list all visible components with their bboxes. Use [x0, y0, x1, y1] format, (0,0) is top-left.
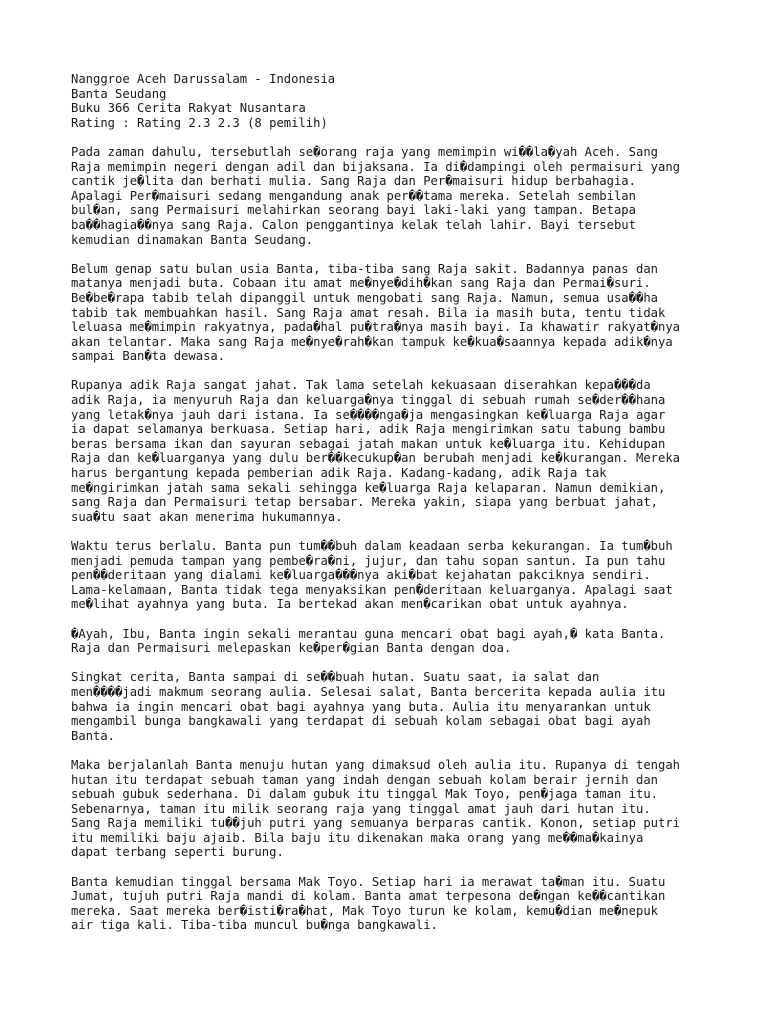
document-page — [71, 72, 711, 948]
book-line: Buku 366 Cerita Rakyat Nusantara — [71, 101, 306, 116]
document-header — [71, 72, 711, 130]
region-line: Nanggroe Aceh Darussalam - Indonesia — [71, 72, 336, 86]
paragraph-4: Waktu terus berlalu. Banta pun tum��buh dalam keadaan serba kekurangan. Ia tum�buh menjadi pemuda tampan yang pembe�ra�ni, jujur, dan tahu sopan santun. Ia pun tahu pen��deritaan yang dialami ke�luarga���nya aki�bat kejahatan pakciknya sendiri. Lama-kelamaan, Banta tidak tega menyaksikan pen�deritaan keluarganya. Apalagi saat me�lihat ayahnya yang buta. Ia bertekad akan men�carikan obat untuk ayahnya. — [71, 539, 673, 612]
rating-line: Rating : Rating 2.3 2.3 (8 pemilih) — [71, 115, 328, 130]
paragraph-7: Maka berjalanlah Banta menuju hutan yang dimaksud oleh aulia itu. Rupanya di tengah hutan itu terdapat sebuah taman yang indah dengan sebuah kolam berair jernih dan sebuah gubuk sederhana. Di dalam gubuk itu tinggal Mak Toyo, pen�jaga taman itu. Sebenarnya, taman itu milik seorang raja yang tinggal amat jauh dari hutan itu. Sang Raja memiliki tu��juh putri yang semuanya berparas cantik. Konon, setiap putri itu memiliki baju ajaib. Bila baju itu dikenakan maka orang yang me��ma�kainya dapat terbang seperti burung. — [71, 757, 681, 860]
paragraph-8: Banta kemudian tinggal bersama Mak Toyo. Setiap hari ia merawat ta�man itu. Suatu Jumat, tujuh putri Raja mandi di kolam. Banta amat terpesona de�ngan ke��cantikan mereka. Saat mereka ber�isti�ra�hat, Mak Toyo turun ke kolam, kemu�dian me�nepuk air tiga kali. Tiba-tiba muncul bu�nga bangkawali. — [71, 874, 666, 933]
paragraph-5: �Ayah, Ibu, Banta ingin sekali merantau guna mencari obat bagi ayah,� kata Banta. Raja dan Permaisuri melepaskan ke�per�gian Banta dengan doa. — [71, 626, 666, 656]
paragraph-1: Pada zaman dahulu, tersebutlah se�orang raja yang memimpin wi��la�yah Aceh. Sang Raja memimpin negeri dengan adil dan bijaksana. Ia di�dampingi oleh permaisuri yang cantik je�lita dan berhati mulia. Sang Raja dan Per�maisuri hidup berbahagia. Apalagi Per�maisuri sedang mengandung anak per��tama mereka. Setelah sembilan bul�an, sang Permaisuri melahirkan seorang bayi laki-laki yang tampan. Betapa ba��hagia��nya sang Raja. Calon penggantinya kelak telah lahir. Bayi tersebut kemudian dinamakan Banta Seudang. — [71, 144, 681, 247]
story-title: Banta Seudang — [71, 86, 167, 101]
paragraph-6: Singkat cerita, Banta sampai di se��buah hutan. Suatu saat, ia salat dan men����jadi makmum seorang aulia. Selesai salat, Banta bercerita kepada aulia itu bahwa ia ingin mencari obat bagi ayahnya yang buta. Aulia itu menyarankan untuk mengambil bunga bangkawali yang terdapat di sebuah kolam sebagai obat bagi ayah Banta. — [71, 670, 666, 743]
paragraph-3: Rupanya adik Raja sangat jahat. Tak lama setelah kekuasaan diserahkan kepa���da adik Raja, ia menyuruh Raja dan keluarga�nya tinggal di sebuah rumah se�der��hana yang letak�nya jauh dari istana. Ia se����nga�ja mengasingkan ke�luarga Raja agar ia dapat selamanya berkuasa. Setiap hari, adik Raja mengirimkan satu tabung bambu beras bersama ikan dan sayuran sebagai jatah makan untuk ke�luarga itu. Kehidupan Raja dan ke�luarganya yang dulu ber��kecukup�an berubah menjadi ke�kurangan. Mereka harus bergantung kepada pemberian adik Raja. Kadang-kadang, adik Raja tak me�ngirimkan jatah sama sekali sehingga ke�luarga Raja kelaparan. Namun demikian, sang Raja dan Permaisuri tetap bersabar. Mereka yakin, siapa yang berbuat jahat, sua�tu saat akan menerima hukumannya. — [71, 378, 681, 524]
paragraph-2: Belum genap satu bulan usia Banta, tiba-tiba sang Raja sakit. Badannya panas dan matanya menjadi buta. Cobaan itu amat me�nye�dih�kan sang Raja dan Permai�suri. Be�be�rapa tabib telah dipanggil untuk mengobati sang Raja. Namun, semua usa��ha tabib tak membuahkan hasil. Sang Raja amat resah. Bila ia masih buta, tentu tidak leluasa me�mimpin rakyatnya, pada�hal pu�tra�nya masih bayi. Ia khawatir rakyat�nya akan telantar. Maka sang Raja me�nye�rah�kan tampuk ke�kua�saannya kepada adik�nya sampai Ban�ta dewasa. — [71, 261, 681, 364]
